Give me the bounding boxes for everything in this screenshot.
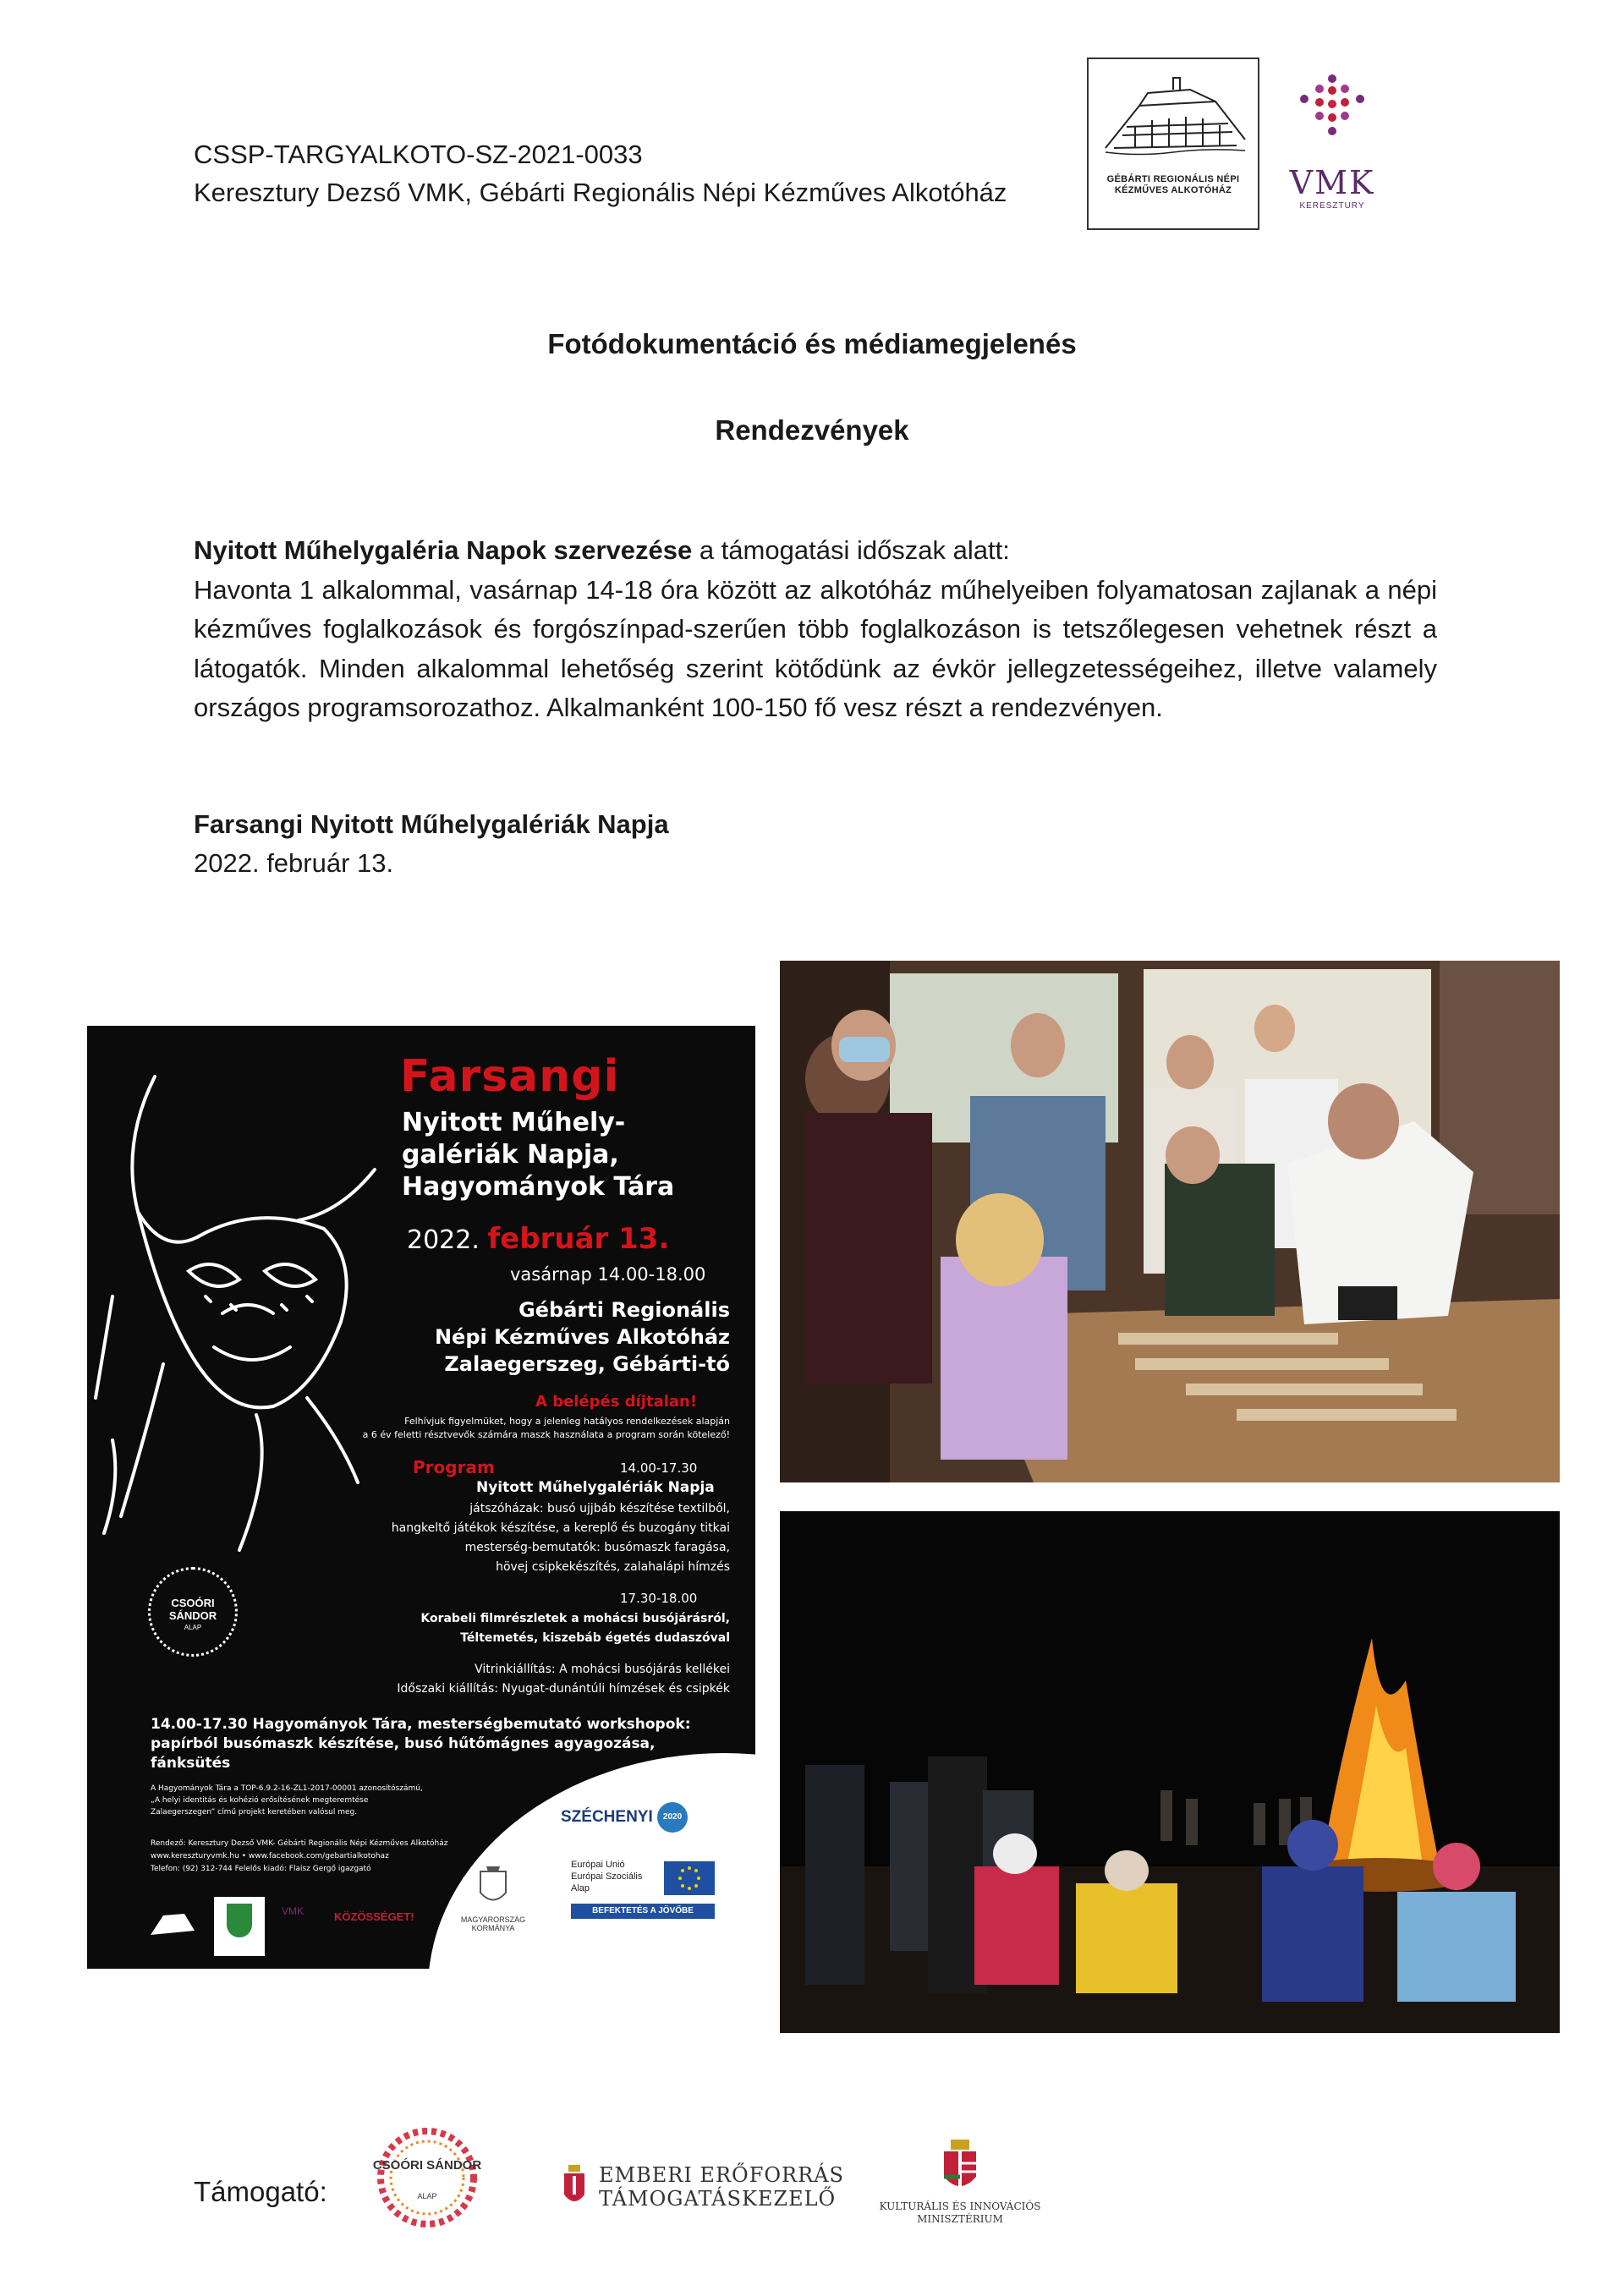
poster-bottom-line: 14.00-17.30 Hagyományok Tára, mesterségbemutató workshopok: [151, 1716, 691, 1733]
poster-title-lines [402, 1107, 674, 1203]
poster-fine-line: A Hagyományok Tára a TOP-6.9.2-16-ZL1-2017-00001 azonosítószámú, [151, 1784, 423, 1793]
eu-text [571, 1859, 642, 1894]
poster-slot2-line: Téltemetés, kiszebáb égetés dudaszóval [460, 1631, 730, 1645]
poster-venue-line: Gébárti Regionális [518, 1298, 730, 1322]
poster-organizer-line: www.kereszturyvmk.hu • www.facebook.com/gebartialkotohaz [151, 1852, 389, 1860]
csoori-badge [148, 1567, 238, 1657]
poster-venue-line: Népi Kézműves Alkotóház [434, 1325, 730, 1349]
intro-lead-bold: Nyitott Műhelygaléria Napok szervezése [194, 535, 693, 565]
vmk-logo-text: VMK [1289, 164, 1375, 201]
poster-slot1-time: 14.00-17.30 [620, 1460, 698, 1476]
logo-caption: GÉBÁRTI REGIONÁLIS NÉPI KÉZMŰVES ALKOTÓHÁZ [1106, 174, 1240, 195]
institution-name: Keresztury Dezső VMK, Gébárti Regionális Népi Kézműves Alkotóház [194, 178, 1007, 207]
poster-organizer-line: Telefon: (92) 312-744 Felelős kiadó: Flaisz Gergő igazgató [151, 1865, 371, 1873]
supporter-label: Támogató: [194, 2176, 327, 2207]
vmk-dots-icon [1286, 72, 1379, 165]
poster-program-label: Program [413, 1457, 495, 1477]
poster-exhibit-line: Időszaki kiállítás: Nyugat-dunántúli hímzések és csipkék [397, 1682, 730, 1696]
intro-lead-rest: a támogatási időszak alatt: [692, 535, 1010, 565]
poster-exhibits [307, 1660, 730, 1699]
house-drawing-icon [1089, 68, 1258, 186]
poster-free-entry: A belépés díjtalan! [535, 1393, 698, 1411]
poster-venue [332, 1296, 730, 1378]
workshop-scene-image [780, 961, 1560, 1482]
poster-slot1-lines [290, 1499, 730, 1577]
poster-notice-line: a 6 év feletti résztvevők számára maszk használata a program során kötelező! [362, 1429, 730, 1440]
poster-date [407, 1222, 669, 1256]
header-text [194, 135, 1007, 211]
section-title: Rendezvények [715, 414, 909, 446]
event-poster [87, 1026, 755, 1969]
poster-slot1-title: Nyitott Műhelygalériák Napja [476, 1479, 715, 1496]
poster-title-line: Hagyományok Tára [402, 1172, 675, 1202]
ministry-logo-text [863, 2200, 1057, 2226]
event-block [194, 805, 669, 883]
poster-slot2-lines [341, 1609, 730, 1648]
poster-organizer [151, 1838, 447, 1876]
floral-wreath-icon [372, 2123, 482, 2233]
poster-title-line: galériák Napja, [402, 1140, 619, 1170]
poster-venue-line: Zalaegerszeg, Gébárti-tó [444, 1352, 730, 1376]
csoori-badge-text: CSOÓRI SÁNDOR [168, 1597, 217, 1622]
bonfire-scene-image [780, 1511, 1560, 2033]
emet-logo-text [599, 2163, 844, 2211]
workshop-photo [780, 961, 1560, 1482]
csoori-sandor-text: CSOÓRI SÁNDOR [372, 2158, 482, 2173]
poster-slot1-line: hövej csipkekészítés, zalahalápi hímzés [496, 1560, 730, 1574]
alkotohaz-logo [1087, 58, 1259, 230]
poster-date-red: február 13. [487, 1222, 670, 1256]
poster-fine-line: „A helyi identitás és kohézió erősítésének megteremtése [151, 1796, 369, 1805]
intro-paragraph [194, 531, 1437, 728]
poster-bottom-line: papírból busómaszk készítése, busó hűtőmágnes agyagozása, [151, 1735, 656, 1752]
eu-line: Európai Szociális [571, 1871, 643, 1882]
poster-organizer-line: Rendező: Keresztury Dezső VMK- Gébárti Regionális Népi Kézműves Alkotóház [151, 1839, 448, 1848]
poster-slot2-line: Korabeli filmrészletek a mohácsi busójárásról, [420, 1612, 730, 1625]
eu-line: Alap [571, 1883, 590, 1893]
poster-notice-line: Felhívjuk figyelmüket, hogy a jelenleg hatályos rendelkezések alapján [404, 1416, 730, 1427]
poster-fine-print [151, 1783, 423, 1818]
ministry-line: MINISZTÉRIUM [917, 2213, 1003, 2225]
poster-notice [307, 1415, 730, 1442]
szechenyi-text: SZÉCHENYI [561, 1808, 653, 1827]
poster-day-time: vasárnap 14.00-18.00 [510, 1264, 706, 1285]
poster-slot1-line: mesterség-bemutatók: busómaszk faragása, [464, 1541, 730, 1554]
kozosseg-logo: KÖZÖSSÉGET! [334, 1910, 414, 1923]
eu-line: Európai Unió [571, 1860, 625, 1870]
event-name: Farsangi Nyitott Műhelygalériák Napja [194, 809, 669, 839]
ministry-crest-icon [939, 2138, 981, 2197]
poster-year: 2022. [407, 1225, 480, 1255]
eu-banner: BEFEKTETÉS A JÖVŐBE [571, 1904, 715, 1919]
page-title: Fotódokumentáció és médiamegjelenés [547, 328, 1077, 359]
poster-title-line: Nyitott Műhely- [402, 1108, 626, 1137]
szechenyi-year: 2020 [657, 1802, 688, 1833]
zalaegerszeg-coat-icon [214, 1897, 265, 1956]
poster-bottom-line: fánksütés [151, 1755, 231, 1772]
poster-bottom-lines [151, 1715, 691, 1773]
project-code: CSSP-TARGYALKOTO-SZ-2021-0033 [194, 140, 643, 169]
event-date: 2022. február 13. [194, 848, 394, 878]
poster-slot1-line: hangkeltő játékok készítése, a kereplő és buzogány titkai [391, 1521, 730, 1535]
small-vmk-logo: VMK [282, 1905, 304, 1917]
csoori-sandor-sub: ALAP [417, 2192, 437, 2200]
poster-fine-line: Zalaegerszegen” című projekt keretében valósul meg. [151, 1808, 358, 1817]
emet-crest-icon [562, 2161, 587, 2211]
emet-line: TÁMOGATÁSKEZELŐ [599, 2187, 837, 2211]
poster-slot1-line: játszóházak: busó ujjbáb készítése textilből, [469, 1502, 730, 1515]
emet-line: EMBERI ERŐFORRÁS [599, 2163, 844, 2187]
house-small-icon [146, 1905, 197, 1939]
csoori-sandor-logo [372, 2123, 482, 2233]
szechenyi-logo [561, 1802, 688, 1833]
gov-label: MAGYARORSZÁG KORMÁNYA [460, 1915, 526, 1932]
ministry-line: KULTURÁLIS ÉS INNOVÁCIÓS [879, 2200, 1041, 2212]
vmk-logo [1286, 72, 1379, 216]
poster-exhibit-line: Vitrinkiállítás: A mohácsi busójárás kellékei [475, 1663, 730, 1676]
poster-slot2-time: 17.30-18.00 [620, 1591, 698, 1606]
bonfire-photo [780, 1511, 1560, 2033]
csoori-badge-sub: ALAP [184, 1624, 202, 1631]
poster-title-red: Farsangi [400, 1051, 620, 1102]
vmk-logo-sub: KERESZTURY [1299, 201, 1365, 211]
intro-body: Havonta 1 alkalommal, vasárnap 14-18 óra között az alkotóház műhelyeiben folyamatosan zajlanak a népi kézműves foglalkozások és forgószínpad-szerűen több foglalkozáson is tetszőlegesen vehetnek részt a látogatók. Minden alkalommal lehetőség szerint kötődünk az évkör jellegzetességeihez, illetve valamely országos programsorozathoz. Alkalmanként 100-150 fő vesz részt a rendezvényen. [194, 574, 1437, 722]
hungary-coat-icon [476, 1863, 510, 1910]
eu-flag-icon [664, 1861, 715, 1895]
